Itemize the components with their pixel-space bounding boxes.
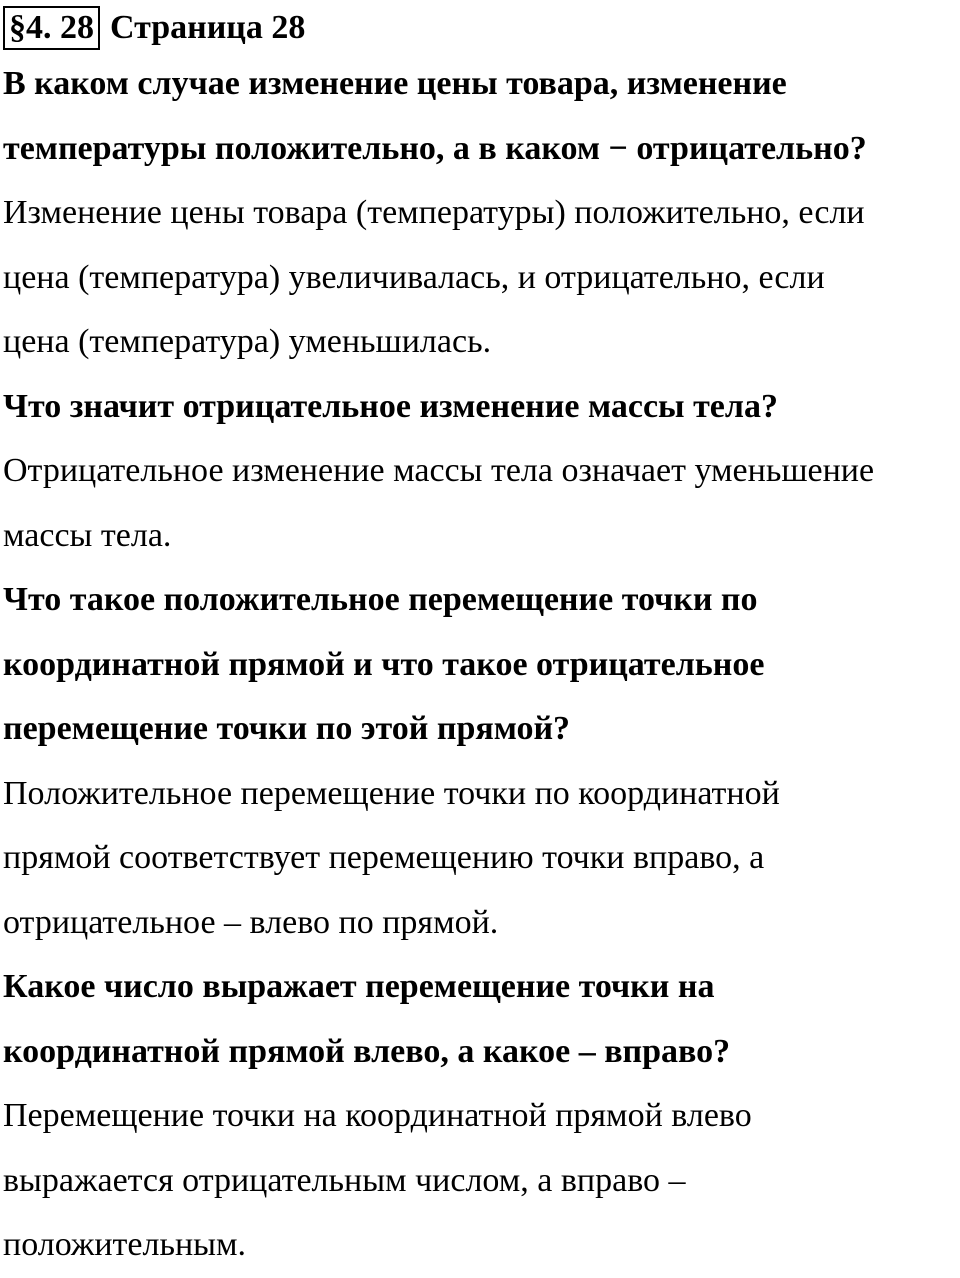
answer-line: положительным. xyxy=(3,1226,247,1263)
question-line: координатной прямой и что такое отрицательное xyxy=(3,645,765,683)
answer-line: Изменение цены товара (температуры) положительно, если xyxy=(3,194,865,231)
page-number-label: Страница 28 xyxy=(110,9,306,46)
question-line: Что значит отрицательное изменение массы тела? xyxy=(3,387,778,425)
section-number: §4. 28 xyxy=(3,6,100,50)
answer-1 xyxy=(3,181,958,375)
question-line: координатной прямой влево, а какое – вправо? xyxy=(3,1032,731,1070)
question-2 xyxy=(3,375,958,440)
qa-block-2 xyxy=(3,375,958,569)
answer-line: отрицательное – влево по прямой. xyxy=(3,903,499,941)
answer-line: прямой соответствует перемещению точки вправо, а xyxy=(3,839,765,876)
question-line: Что такое положительное перемещение точки по xyxy=(3,581,758,618)
document-page xyxy=(3,0,958,1278)
question-3 xyxy=(3,568,958,762)
qa-block-4 xyxy=(3,955,958,1278)
answer-line: Отрицательное изменение массы тела означает уменьшение xyxy=(3,452,875,489)
answer-line: цена (температура) уменьшилась. xyxy=(3,323,492,360)
answer-line: массы тела. xyxy=(3,516,172,554)
answer-3 xyxy=(3,762,958,956)
qa-block-1 xyxy=(3,52,958,375)
page-header xyxy=(3,0,958,52)
question-line: В каком случае изменение цены товара, изменение xyxy=(3,65,787,102)
answer-line: выражается отрицательным числом, а вправо – xyxy=(3,1161,686,1199)
question-line: перемещение точки по этой прямой? xyxy=(3,710,571,747)
question-line: Какое число выражает перемещение точки на xyxy=(3,968,715,1005)
answer-line: Положительное перемещение точки по координатной xyxy=(3,774,780,812)
answer-2 xyxy=(3,439,958,568)
qa-block-3 xyxy=(3,568,958,955)
question-1 xyxy=(3,52,958,181)
answer-4 xyxy=(3,1084,958,1278)
question-4 xyxy=(3,955,958,1084)
question-line: температуры положительно, а в каком − отрицательно? xyxy=(3,129,867,167)
answer-line: Перемещение точки на координатной прямой влево xyxy=(3,1097,752,1134)
answer-line: цена (температура) увеличивалась, и отрицательно, если xyxy=(3,258,825,296)
